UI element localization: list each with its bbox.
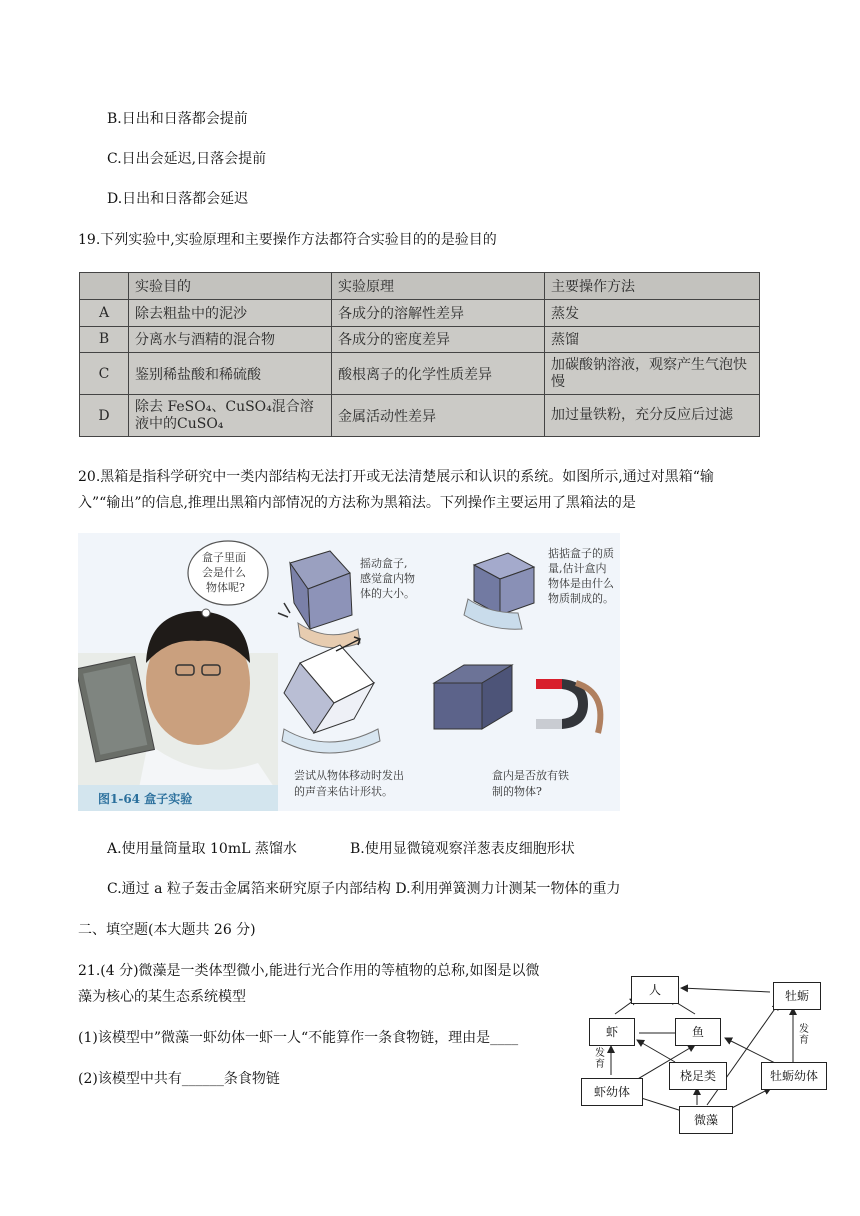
- q18-option-b: B.日出和日落都会提前: [107, 111, 248, 127]
- q21-part2: (2)该模型中共有______条食物链: [78, 1071, 280, 1087]
- table-cell: D: [80, 395, 129, 437]
- q20-option-a: A.使用量筒量取 10mL 蒸馏水: [107, 841, 297, 857]
- weigh-text-2: 量,估计盒内: [548, 562, 607, 575]
- node-shrimp-larva: 虾幼体: [581, 1078, 643, 1106]
- q21-stem-line2: 藻为核心的某生态系统模型: [78, 989, 246, 1005]
- node-oyster: 牡蛎: [773, 982, 821, 1010]
- shake-text-1: 摇动盒子,: [360, 557, 408, 570]
- q18-option-d: D.日出和日落都会延迟: [107, 191, 249, 207]
- node-fish: 鱼: [675, 1018, 721, 1046]
- table-cell: 蒸馏: [545, 326, 760, 353]
- table-cell: 各成分的溶解性差异: [332, 299, 545, 326]
- tilt-box-scene: [282, 637, 380, 753]
- sound-text-1: 尝试从物体移动时发出: [294, 769, 404, 782]
- shake-box-scene: [278, 551, 360, 648]
- table-cell: 鉴别稀盐酸和稀硫酸: [129, 353, 332, 395]
- table-cell: 蒸发: [545, 299, 760, 326]
- table-row: [80, 326, 760, 353]
- node-human: 人: [631, 976, 679, 1004]
- sound-text-2: 的声音来估计形状。: [294, 785, 393, 798]
- table-cell: 除去 FeSO₄、CuSO₄混合溶液中的CuSO₄: [129, 395, 332, 437]
- table-cell: 金属活动性差异: [332, 395, 545, 437]
- q20-option-b: B.使用显微镜观察洋葱表皮细胞形状: [350, 841, 575, 857]
- node-shrimp: 虾: [589, 1018, 635, 1046]
- table-row: [80, 299, 760, 326]
- bubble-text-1: 盒子里面: [202, 551, 246, 564]
- table-header-cell: 实验目的: [129, 273, 332, 300]
- box-experiment-illustration: [78, 533, 620, 811]
- bubble-text-2: 会是什么: [202, 566, 246, 579]
- table-cell: A: [80, 299, 129, 326]
- table-cell: 各成分的密度差异: [332, 326, 545, 353]
- table-cell: 酸根离子的化学性质差异: [332, 353, 545, 395]
- table-header-cell: [80, 273, 129, 300]
- node-oyster-larva: 牡蛎幼体: [761, 1062, 827, 1090]
- weigh-text-1: 掂掂盒子的质: [548, 547, 614, 560]
- node-microalgae: 微藻: [679, 1106, 733, 1134]
- shake-text-2: 感觉盒内物: [360, 572, 415, 585]
- q19-table-photo: [79, 272, 760, 437]
- box-experiment-figure: [78, 533, 620, 811]
- magnet-box-scene: [434, 665, 600, 733]
- q21-part1: (1)该模型中”微藻一虾幼体一虾一人“不能算作一条食物链，理由是____: [78, 1030, 519, 1046]
- table-header-cell: 主要操作方法: [545, 273, 760, 300]
- q20-stem-line1: 20.黑箱是指科学研究中一类内部结构无法打开或无法清楚展示和认识的系统。如图所示,通过对黑箱“输: [78, 469, 714, 485]
- magnet-text-1: 盒内是否放有铁: [492, 769, 569, 782]
- develop-label-shrimp: 发育: [595, 1048, 605, 1070]
- q19-table: [79, 272, 760, 437]
- weigh-box-scene: [464, 553, 534, 629]
- develop-label-oyster: 发育: [799, 1024, 809, 1046]
- table-row: [80, 353, 760, 395]
- food-web-diagram: [575, 968, 840, 1140]
- bubble-text-3: 物体呢?: [206, 581, 245, 594]
- shake-text-3: 体的大小。: [360, 587, 415, 600]
- table-cell: 加碳酸钠溶液，观察产生气泡快慢: [545, 353, 760, 395]
- table-cell: 分离水与酒精的混合物: [129, 326, 332, 353]
- magnet-text-2: 制的物体?: [492, 785, 542, 798]
- q20-stem-line2: 入”“输出”的信息,推理出黑箱内部情况的方法称为黑箱法。下列操作主要运用了黑箱法的是: [78, 495, 636, 511]
- table-cell: B: [80, 326, 129, 353]
- weigh-text-4: 物质制成的。: [548, 592, 614, 605]
- q18-option-c: C.日出会延迟,日落会提前: [107, 151, 267, 167]
- table-cell: 除去粗盐中的泥沙: [129, 299, 332, 326]
- table-row: [80, 395, 760, 437]
- q19-stem: 19.下列实验中,实验原理和主要操作方法都符合实验目的的是验目的: [78, 232, 497, 248]
- table-cell: C: [80, 353, 129, 395]
- figure-caption: 图1-64 盒子实验: [98, 792, 193, 806]
- weigh-text-3: 物体是由什么: [548, 577, 614, 590]
- node-rotifer: 桡足类: [669, 1062, 727, 1090]
- section-heading: 二、填空题(本大题共 26 分): [78, 922, 256, 938]
- table-cell: 加过量铁粉，充分反应后过滤: [545, 395, 760, 437]
- q20-option-c-d: C.通过 a 粒子轰击金属箔来研究原子内部结构 D.利用弹簧测力计测某一物体的重力: [107, 881, 621, 897]
- q21-stem-line1: 21.(4 分)微藻是一类体型微小,能进行光合作用的等植物的总称,如图是以微: [78, 963, 540, 979]
- table-header-cell: 实验原理: [332, 273, 545, 300]
